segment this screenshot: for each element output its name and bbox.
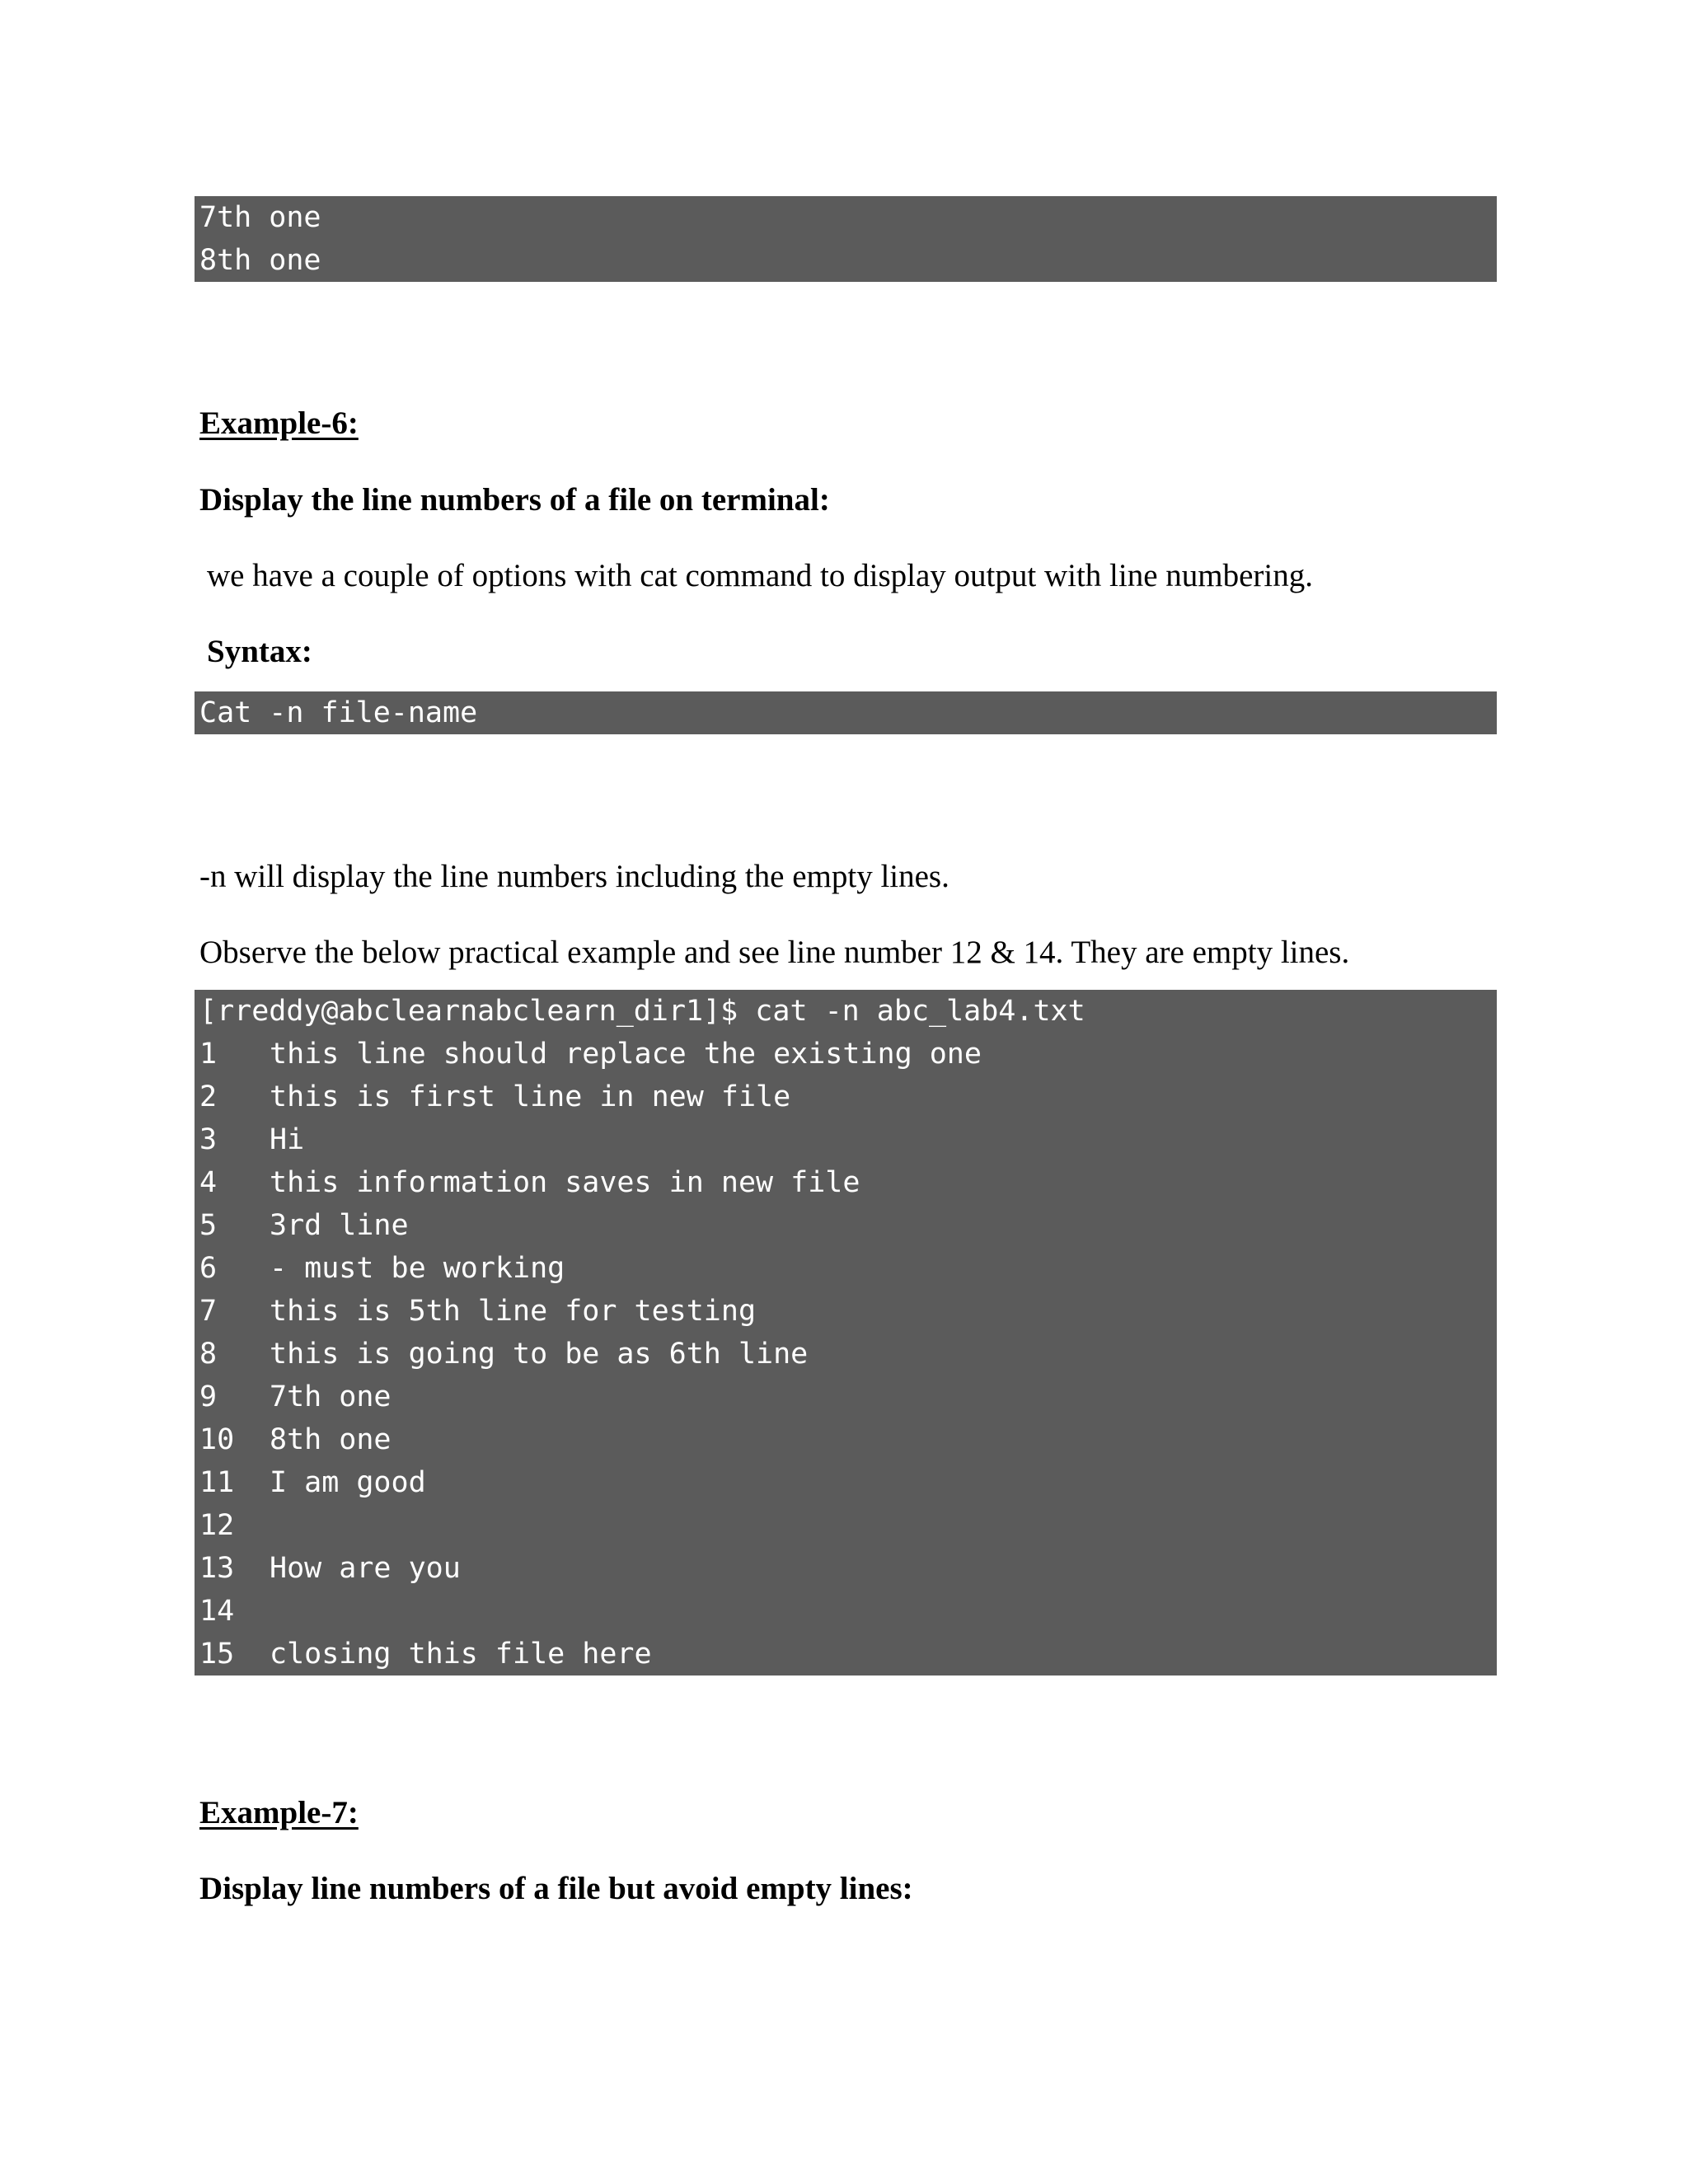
terminal-line (199, 1376, 1497, 1418)
example-7-subheading: Display line numbers of a file but avoid empty lines: (199, 1871, 913, 1906)
terminal-line-number: 13 (199, 1552, 235, 1585)
terminal-line-number: 15 (199, 1638, 235, 1671)
terminal-line-text: Hi (270, 1123, 305, 1156)
terminal-line-number: 6 (199, 1252, 218, 1285)
terminal-line-number: 5 (199, 1209, 218, 1242)
terminal-output-block (195, 990, 1497, 1675)
note-line-numbers: -n will display the line numbers including the empty lines. (199, 859, 950, 894)
terminal-line-number: 1 (199, 1038, 218, 1071)
terminal-line (199, 1076, 1497, 1118)
terminal-line (199, 1590, 1497, 1633)
code-line: 7th one (199, 201, 321, 234)
syntax-label: Syntax: (207, 634, 312, 669)
example-6-subheading: Display the line numbers of a file on terminal: (199, 482, 830, 518)
terminal-line-number: 4 (199, 1166, 218, 1199)
terminal-line (199, 1333, 1497, 1376)
terminal-line (199, 1161, 1497, 1204)
terminal-line-text: closing this file here (270, 1638, 652, 1671)
code-line: 8th one (199, 244, 321, 277)
terminal-line (199, 1504, 1497, 1547)
terminal-line-text: this is 5th line for testing (270, 1295, 757, 1328)
terminal-line (199, 1033, 1497, 1076)
terminal-line (199, 1290, 1497, 1333)
terminal-command: [rreddy@abclearnabclearn_dir1]$ cat -n abc_lab4.txt (199, 995, 1085, 1028)
terminal-line-text: this is going to be as 6th line (270, 1338, 809, 1371)
terminal-line (199, 1633, 1497, 1675)
note-empty-lines: Observe the below practical example and see line number 12 & 14. They are empty lines. (199, 935, 1350, 970)
terminal-line-text: this information saves in new file (270, 1166, 860, 1199)
terminal-line-text: 8th one (270, 1423, 392, 1456)
terminal-line-number: 14 (199, 1595, 235, 1628)
terminal-line-text: 7th one (270, 1380, 392, 1413)
terminal-line-number: 9 (199, 1380, 218, 1413)
terminal-line-number: 7 (199, 1295, 218, 1328)
example-6-intro: we have a couple of options with cat command to display output with line numbering. (207, 558, 1313, 593)
terminal-line (199, 1547, 1497, 1590)
top-code-block (195, 196, 1497, 282)
terminal-line-number: 3 (199, 1123, 218, 1156)
terminal-lines (199, 1033, 1497, 1675)
terminal-line-text: 3rd line (270, 1209, 409, 1242)
terminal-line-text: - must be working (270, 1252, 565, 1285)
syntax-code-block (195, 691, 1497, 734)
terminal-line (199, 1418, 1497, 1461)
example-6-heading: Example-6: (199, 405, 359, 441)
terminal-line-number: 2 (199, 1080, 218, 1113)
terminal-line-text: this is first line in new file (270, 1080, 791, 1113)
terminal-line (199, 1247, 1497, 1290)
terminal-line-text: How are you (270, 1552, 461, 1585)
terminal-line-number: 11 (199, 1466, 235, 1499)
terminal-line (199, 1204, 1497, 1247)
example-7-heading: Example-7: (199, 1795, 359, 1830)
terminal-line-text: this line should replace the existing one (270, 1038, 982, 1071)
syntax-code: Cat -n file-name (199, 696, 478, 729)
terminal-line (199, 1461, 1497, 1504)
terminal-line-text: I am good (270, 1466, 426, 1499)
terminal-line-number: 12 (199, 1509, 235, 1542)
terminal-line-number: 10 (199, 1423, 235, 1456)
terminal-line (199, 1118, 1497, 1161)
terminal-line-number: 8 (199, 1338, 218, 1371)
